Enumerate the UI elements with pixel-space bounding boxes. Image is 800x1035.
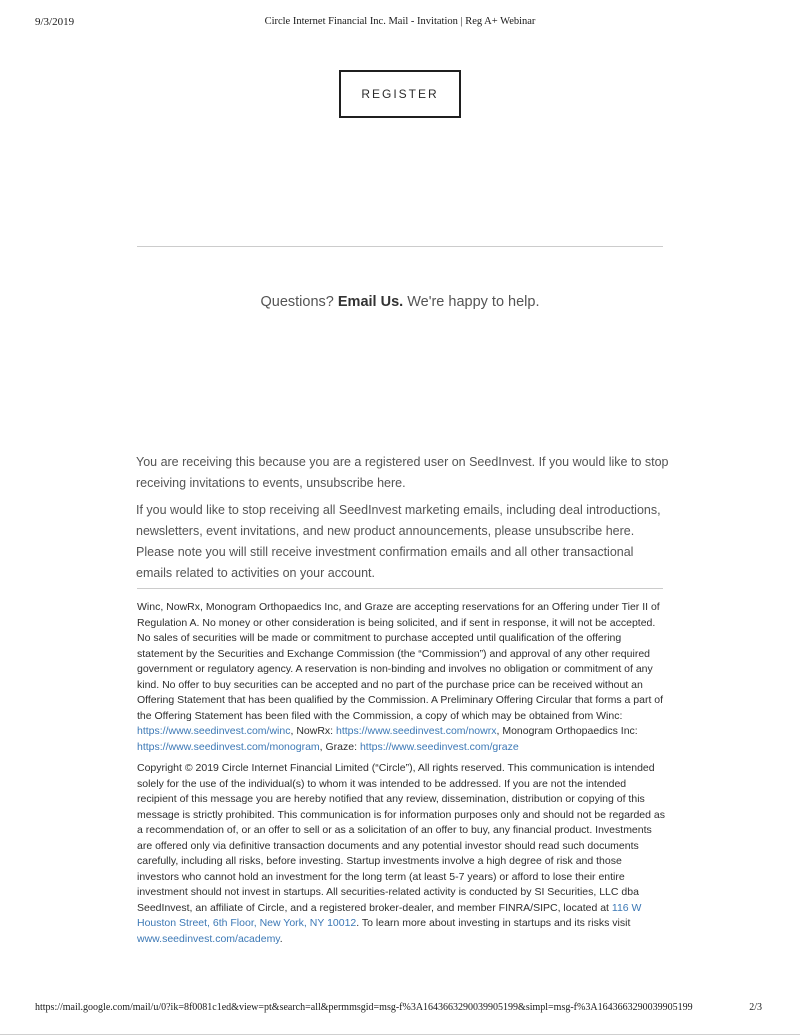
academy-link[interactable]: www.seedinvest.com/academy <box>137 932 280 945</box>
unsubscribe-marketing-paragraph <box>136 500 673 584</box>
unsubscribe-events-paragraph <box>136 452 673 494</box>
legal-text: , Graze: <box>319 740 360 753</box>
register-button[interactable]: REGISTER <box>339 70 461 118</box>
monogram-offering-link[interactable]: https://www.seedinvest.com/monogram <box>137 740 320 753</box>
footer-url: https://mail.google.com/mail/u/0?ik=8f0081c1ed&view=pt&search=all&permmsgid=msg-f%3A1643663290039905199&simpl=msg-f%3A1643663290039905199 <box>35 1002 693 1013</box>
section-divider-legal <box>137 588 663 589</box>
graze-offering-link[interactable]: https://www.seedinvest.com/graze <box>359 740 519 753</box>
copyright-text: . To learn more about investing in startups and its risks visit <box>356 917 631 929</box>
paragraph-text: You are receiving this because you are a registered user on SeedInvest. If you would like to stop receiving invitations to events, <box>136 455 669 490</box>
nowrx-offering-link[interactable]: https://www.seedinvest.com/nowrx <box>336 725 497 737</box>
footer-page-indicator: 2/3 <box>749 1002 762 1013</box>
paragraph-text: . <box>402 476 406 490</box>
office-address-link[interactable]: 116 W Houston Street, 6th Floor, New York, NY 10012 <box>137 901 642 929</box>
unsubscribe-events-link[interactable]: unsubscribe here <box>306 476 403 490</box>
print-header <box>0 16 800 30</box>
print-footer <box>0 1002 800 1016</box>
legal-disclaimer-paragraph <box>137 600 666 755</box>
paragraph-text: If you would like to stop receiving all SeedInvest marketing emails, including deal introductions, newsletters, event invitations, and new product announcements, please <box>136 503 661 538</box>
legal-text: Winc, NowRx, Monogram Orthopaedics Inc, and Graze are accepting reservations for an Offering under Tier II of Regulation A. No money or other consideration is being solicited, and if sent in response, it will not be accepted. No sales of securities will be made or commitment to purchase accepted until qualification of the offering statement by the Securities and Exchange Commission (the “Commission”) and approval of any other required government or regulatory agency. A reservation is non-binding and involves no obligation or commitment of any kind. No offer to buy securities can be accepted and no part of the purchase price can be received without an Offering Statement that has been qualified by the Commission. A Preliminary Offering Circular that forms a part of the Offering Statement has been filed with the Commission, a copy of which may be obtained from Winc: <box>137 601 664 722</box>
print-title: Circle Internet Financial Inc. Mail - Invitation | Reg A+ Webinar <box>264 16 536 27</box>
copyright-text: . <box>279 932 283 945</box>
questions-suffix: We're happy to help. <box>403 294 540 310</box>
winc-offering-link[interactable]: https://www.seedinvest.com/winc <box>137 725 291 737</box>
section-divider-top <box>137 246 663 247</box>
copyright-text: Copyright © 2019 Circle Internet Financial Limited (“Circle”), All rights reserved. This communication is intended solely for the use of the individual(s) to whom it was intended to be addressed. If you are not the intended recipient of this message you are hereby notified that any review, dissemination, distribution or copying of this message is strictly prohibited. This communication is for information purposes only and should not be regarded as a recommendation of, or an offer to sell or as a solicitation of an offer to buy, any financial product. Investments are offered only via definitive transaction documents and any potential investor should read such documents carefully, including all risks, before investing. Startup investments involve a high degree of risk and those investors who cannot hold an investment for the long term (at least 5-7 years) or afford to lose their entire investment should not invest in startups. All securities-related activity is conducted by SI Securities, LLC dba SeedInvest, an affiliate of Circle, and a registered broker-dealer, and member FINRA/SIPC, located at <box>137 762 665 914</box>
legal-text: , NowRx: <box>290 725 336 737</box>
legal-text: , Monogram Orthopaedics Inc: <box>496 725 638 737</box>
copyright-paragraph <box>137 761 666 947</box>
print-date: 9/3/2019 <box>35 16 75 28</box>
unsubscribe-marketing-link[interactable]: unsubscribe here <box>534 524 631 538</box>
questions-prefix: Questions? <box>260 294 338 310</box>
email-us-link[interactable]: Email Us. <box>337 294 404 310</box>
paragraph-text: . Please note you will still receive investment confirmation emails and all other transactional emails related to activities on your account. <box>136 524 635 580</box>
questions-line <box>0 294 800 310</box>
